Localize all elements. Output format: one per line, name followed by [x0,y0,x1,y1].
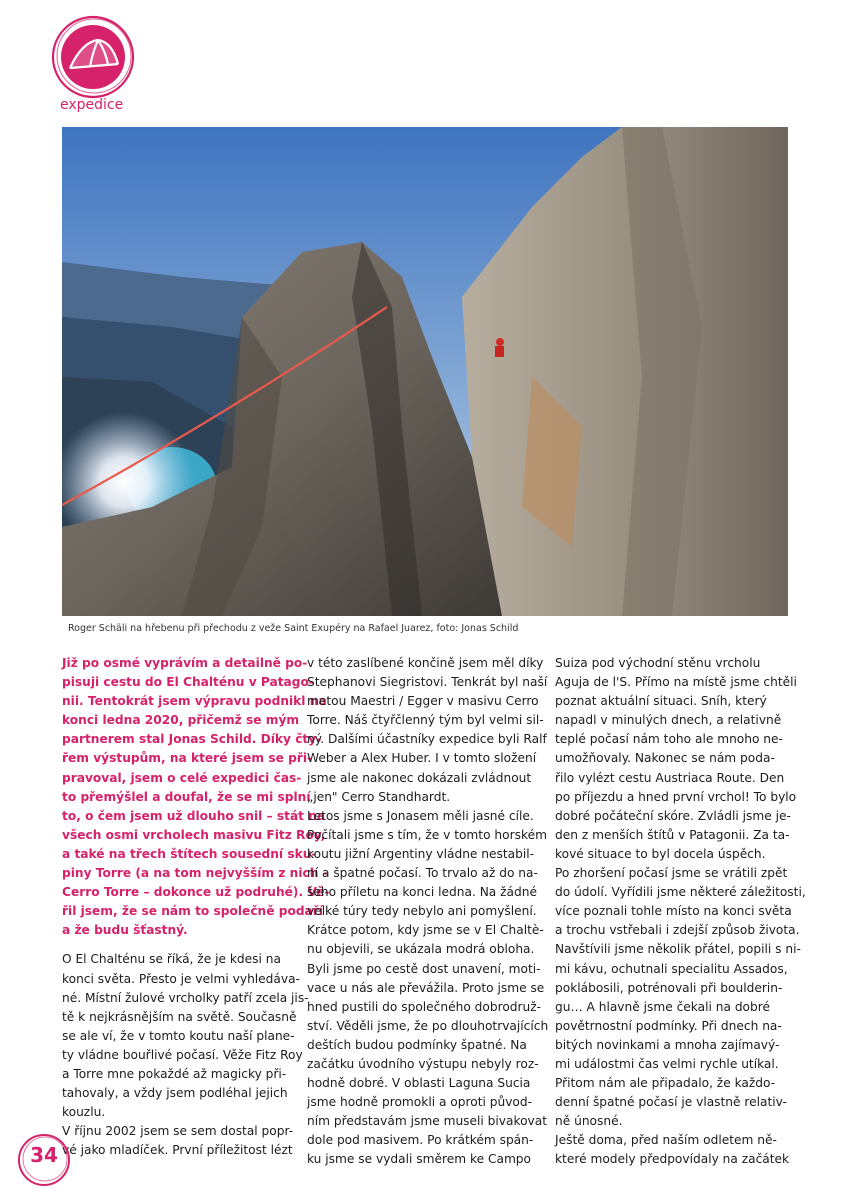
body-line: vace u nás ale převážila. Proto jsme se [307,980,545,995]
body-line: nu objevili, se ukázala modrá obloha. [307,942,535,957]
body-line: dole pod masivem. Po krátkém spán- [307,1133,534,1148]
body-line: konci světa. Přesto je velmi vyhledáva- [62,971,300,986]
photo-caption: Roger Schäli na hřebenu při přechodu z veže Saint Exupéry na Rafael Juarez, foto: Jonas Schild [68,623,519,634]
body-line: Navštívili jsme několik přátel, popili s ni- [555,942,801,957]
body-line: teplé počasí nám toho ale mnoho ne- [555,732,783,747]
body-line: metou Maestri / Egger v masivu Cerro [307,694,539,709]
body-line: mi událostmi čas velmi rychle utíkal. [555,1056,779,1071]
body-line: poklábosili, potrénovali při boulderin- [555,980,783,995]
body-line: „jen" Cerro Standhardt. [307,789,451,804]
article-column-2 [307,654,549,1170]
body-line: šeho příletu na konci ledna. Na žádné [307,885,537,900]
body-line: ní a špatné počasí. To trvalo až do na- [307,866,538,881]
body-line: poznat aktuální situaci. Sníh, který [555,694,767,709]
lead-line: a že budu šťastný. [62,923,188,938]
lead-line: pravoval, jsem o celé expedici čas- [62,770,302,785]
body-line: kouzlu. [62,1105,106,1120]
body-line: ty vládne bouřlivé počasí. Věže Fitz Roy [62,1047,303,1062]
lead-line: řil jsem, že se nám to společně podaří [62,904,323,919]
body-line: do údolí. Vyřídili jsme některé záležitosti, [555,885,806,900]
article-column-1 [62,654,330,1160]
body-line: umožňovaly. Nakonec se nám poda- [555,751,775,766]
body-line: které modely předpovídaly na začátek [555,1152,790,1167]
body-line: a Torre mne pokaždé až magicky při- [62,1066,287,1081]
body-line: Krátce potom, kdy jsme se v El Chaltè- [307,923,544,938]
body-line: Přitom nám ale připadalo, že každo- [555,1076,776,1091]
body-line: ný. Dalšími účastníky expedice byli Ralf [307,732,547,747]
body-line: ním představám jsme museli bivakovat [307,1114,548,1129]
body-line: řilo vylézt cestu Austriaca Route. Den [555,770,785,785]
body-line: Po zhoršení počasí jsme se vrátili zpět [555,866,788,881]
body-line: deštích budou podmínky špatné. Na [307,1037,527,1052]
lead-line: to přemýšlel a doufal, že se mi splní [62,789,311,804]
body-line: po příjezdu a hned první vrchol! To bylo [555,789,797,804]
body-line: tahovaly, a vždy jsem podléhal jejich [62,1086,288,1101]
article-column-3 [555,654,806,1170]
section-label: expedice [60,97,124,113]
lead-paragraph [62,654,330,940]
body-line: denní špatné počasí je vlastně relativ- [555,1095,787,1110]
body-line: začátku úvodního výstupu nebyly roz- [307,1056,539,1071]
body-line: O El Chalténu se říká, že je kdesi na [62,952,281,967]
body-line: ství. Věděli jsme, že po dlouhotrvajících [307,1018,549,1033]
body-line: hodně dobré. V oblasti Laguna Sucia [307,1076,531,1091]
body-line: jsme ale nakonec dokázali zvládnout [307,770,532,785]
body-line: a trochu vstřebali i zdejší způsob života. [555,923,800,938]
body-line: velké túry tedy nebylo ani pomyšlení. [307,904,537,919]
lead-line: Cerro Torre – dokonce už podruhé). Vě- [62,885,330,900]
body-line: mi kávu, ochutnali specialitu Assados, [555,961,788,976]
body-line: tě k nejkrásnějším na světě. Současně [62,1009,297,1024]
body-line: Počítali jsme s tím, že v tomto horském [307,827,547,842]
body-line: Letos jsme s Jonasem měli jasné cíle. [307,808,534,823]
body-line: v této zaslíbené končině jsem měl díky [307,656,544,670]
lead-line: nii. Tentokrát jsem výpravu podnikl na [62,694,327,709]
body-line: Weber a Alex Huber. I v tomto složení [307,751,537,766]
body-line: vé jako mladíček. První příležitost lézt [62,1143,293,1158]
body-line: den z menších štítů v Patagonii. Za ta- [555,827,790,842]
body-line: Byli jsme po cestě dost unavení, moti- [307,961,541,976]
body-line: ně únosné. [555,1114,623,1129]
body-line: bitých novinkami a mnoha zajímavý- [555,1037,780,1052]
body-line: povětrnostní podmínky. Při dnech na- [555,1018,782,1033]
body-line: Torre. Náš čtyřčlenný tým byl velmi sil- [307,713,544,728]
body-line: více poznali tohle místo na konci světa [555,904,792,919]
lead-line: všech osmi vrcholech masivu Fitz Roy, [62,827,326,842]
lead-line: partnerem stal Jonas Schild. Díky čty- [62,732,322,747]
lead-line: piny Torre (a na tom nejvyšším z nich – [62,866,329,881]
lead-line: Již po osmé vyprávím a detailně po- [62,656,308,670]
body-line: gu… A hlavně jsme čekali na dobré [555,999,770,1014]
page-number: 34 [30,1143,58,1167]
body-line: V říjnu 2002 jsem se sem dostal popr- [62,1124,294,1139]
body-line: Stephanovi Siegristovi. Tenkrát byl naší [307,675,548,690]
body-line: koutu jižní Argentiny vládne nestabil- [307,846,535,861]
body-line: hned pustili do společného dobrodruž- [307,999,542,1014]
body-line: kové situace to byl docela úspěch. [555,846,766,861]
body-line: Aguja de l'S. Přímo na místě jsme chtěli [555,675,797,690]
body-paragraphs [62,950,309,1160]
body-line: jsme hodně promokli a oproti původ- [307,1095,532,1110]
expedice-logo [48,12,138,102]
lead-line: a také na třech štítech sousední sku- [62,846,317,861]
body-line: se ale ví, že v tomto koutu naší plane- [62,1028,295,1043]
body-line: napadl v minulých dnech, a relativně [555,713,782,728]
lead-line: pisuji cestu do El Chalténu v Patago- [62,675,314,690]
lead-line: konci ledna 2020, přičemž se mým [62,713,300,728]
body-line: dobré počáteční skóre. Zvládli jsme je- [555,808,791,823]
body-line: Ještě doma, před naším odletem ně- [555,1133,777,1148]
body-line: ku jsme se vydali směrem ke Campo [307,1152,532,1167]
lead-line: řem výstupům, na které jsem se při- [62,751,313,766]
body-line: Suiza pod východní stěnu vrcholu [555,656,761,670]
body-line: né. Místní žulové vrcholky patří zcela jis- [62,990,309,1005]
lead-line: to, o čem jsem už dlouho snil – stát na [62,808,326,823]
climbing-photo [62,127,788,616]
